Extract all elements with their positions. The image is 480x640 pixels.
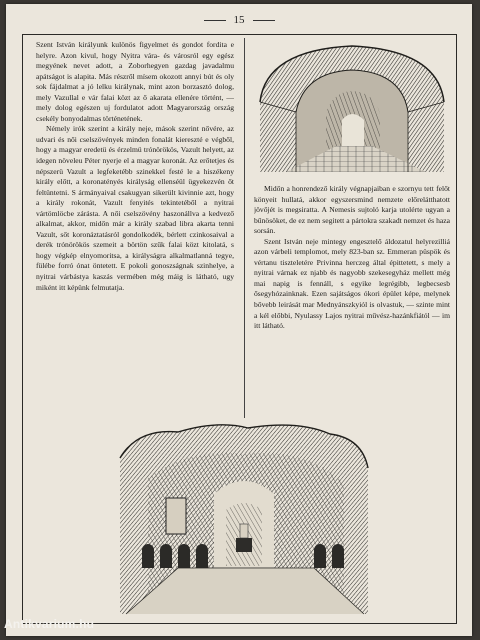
header-dash-left: [204, 20, 226, 21]
left-paragraph-1: Szent István királyunk kulönös figyelmet és gondot fordita e helyre. Azon kivul, hogy Nyitra vára- és városról egy egész megyének nevet adott, a Zoborhegyen gazdag javadalmu apátságot is alapita. Más részről mísem okozott annyi bút és oly sok fájdalmat a jó lelku királynak, mint azon borzasztó dolog, mely Vazullal e vár falai közt az ő akarata ellenére történt, — mely dolog egészen uj fordulatot adott Magyarország ország csekély bonyodalmas történetének.: [36, 40, 234, 123]
church-interior-engraving: [118, 418, 370, 616]
left-paragraph-2: Némely irók szerint a király neje, mások szerint nővére, az udvari és női cselszövények minden fonalát kiereszté e végből, hogy a magyar eredetü és érzelmü trónörökös, Vazult helyett, az idegen növeleu Péter nyerje el a magyar koronát. Az erőtetjes és népszerü Vazult a legfeketébb szinekkel festé le a hiszékeny király előtt, a koronatényés királyság ellenséül ügyekezvén őt feltüntetni. S ármányaival csakugyan sikerült kivinnie azt, hogy a király rokonát, Vazult fenyités tekintetéből a nyitrai vártömlöcbe zárásta. A női cselszövény haszonállva a kedvező alkalmat, akkor, midőn már a király szabad libra akarta tenni Vazult, sőt koronáztatásról gondolkodék, bérlett czinkosaival a derék trónörökös szemeit a börtön szűk falai közt kitolatá, s hogy végkép elnyomoritsa, a királyságra alkalmatlanná tegye, fülébe forró ónat öntetett. E pokoli gonoszságnak szinhelye, a nyitrai várbástya kaszás vermében még máig is látható, ugy miként itt képünk felmutatja.: [36, 124, 234, 292]
column-divider: [244, 38, 245, 418]
dungeon-engraving: [256, 42, 448, 176]
right-paragraph-2: Szent István neje mintegy engesztelő áldozatul helyrezilliá azon várbeli templomot, mely 823-ban sz. Emmeran püspök és vértanu tiszteletére Privinna herczeg által épittetett, s mely a nyitrai várnak ez njabb és nagyobb szekesegyház mellett még mai napig is fennáll, s egyike legrégibb, legbecsesb ősegyhózainknak. Ezen sajátságos ókori épület képe, melynek bővebb leirását mar Mednyánszkyiól is olvastuk, — szinte mint a kél előbbi, Nyulassy Lajos nyitrai művész-hazánkfiától — im itt látható.: [254, 236, 450, 331]
header-dash-right: [253, 20, 275, 21]
right-paragraph-1: Midőn a honrendező király végnapjaiban e szornyu tett felőt könyeit hullatá, akkor egyszersmind nemzete előrelátthatott jövőjét is megsiratta. A Nemesis sujtoló karja utolérte ugyan a bűnösöket, de ez nem segitett a pártokra szakadt nemzet és haza sorsán.: [254, 184, 450, 236]
church-altar: [236, 538, 252, 552]
page-number: [6, 14, 472, 26]
church-wall-painting: [166, 498, 186, 534]
page-number-text: 15: [233, 14, 245, 26]
watermark: Antikvarium.hu: [4, 617, 95, 631]
book-page: [6, 4, 472, 636]
right-text-column: [254, 184, 450, 419]
church-altarpiece: [240, 524, 248, 538]
left-text-column: [36, 40, 234, 422]
